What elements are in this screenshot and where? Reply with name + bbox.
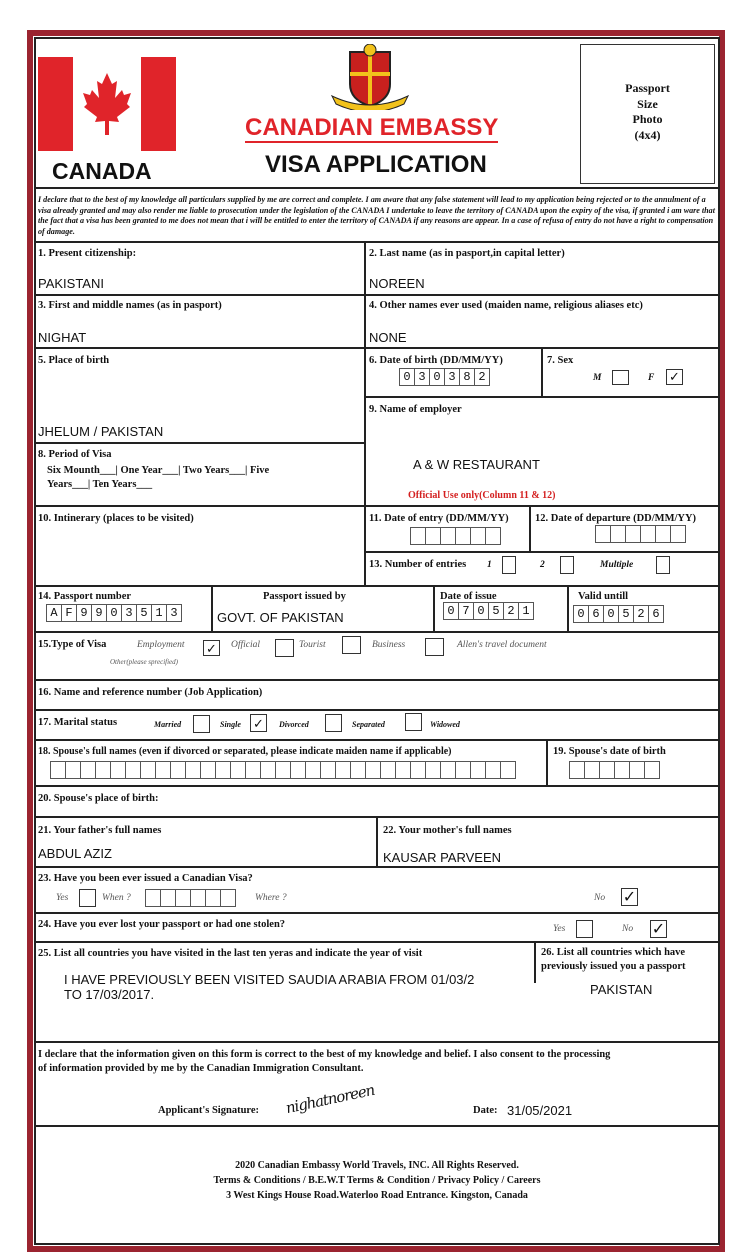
sex-f-checkbox[interactable]: ✓ [666,369,683,385]
entries-1-checkbox[interactable] [502,556,516,574]
last-name-label: 2. Last name (as in pasport,in capital letter) [369,248,565,259]
employer-field[interactable]: A & W RESTAURANT [413,457,540,472]
lost-passport-label: 24. Have you ever lost your passport or had one stolen? [38,919,286,930]
countries-visited-label: 25. List all countries you have visited in the last ten yeras and indicate the year of visit [38,948,423,959]
divorced-checkbox[interactable] [325,714,342,732]
canada-flag [38,57,176,151]
passport-countries-field[interactable]: PAKISTAN [590,982,653,997]
visa-no-checkbox[interactable]: ✓ [622,889,637,906]
other-names-field[interactable]: NONE [369,330,407,345]
visa-yes-checkbox[interactable] [79,889,96,907]
first-name-field[interactable]: NIGHAT [38,330,87,345]
address: 3 West Kings House Road.Waterloo Road Entrance. Kingston, Canada [226,1190,528,1201]
father-name-label: 21. Your father's full names [38,825,162,836]
job-reference-label: 16. Name and reference number (Job Application) [38,687,263,698]
other-names-label: 4. Other names ever used (maiden name, religious aliases etc) [369,300,643,311]
countries-visited-field[interactable]: I HAVE PREVIOUSLY BEEN VISITED SAUDIA ARABIA FROM 01/03/2 [64,972,475,987]
embassy-title: CANADIAN EMBASSY [245,114,499,141]
signature-label: Applicant's Signature: [158,1105,260,1116]
sex-m-checkbox[interactable] [612,370,629,385]
passport-photo-box[interactable]: Passport Size Photo (4x4) [580,44,715,184]
official-use-note: Official Use only(Column 11 & 12) [408,490,556,501]
single-checkbox[interactable]: ✓ [250,714,267,732]
entry-date-label: 11. Date of entry (DD/MM/YY) [369,513,509,524]
employer-label: 9. Name of employer [369,404,462,415]
business-checkbox[interactable] [425,638,444,656]
issue-date-label: Date of issue [440,591,497,602]
marital-status-label: 17. Marital status [38,717,118,728]
last-name-field[interactable]: NOREEN [369,276,425,291]
father-name-field[interactable]: ABDUL AZIZ [38,846,112,861]
official-checkbox[interactable] [275,639,294,657]
itinerary-label: 10. Intinerary (places to be visited) [38,513,194,524]
date-label: Date: [473,1105,498,1116]
lost-no-checkbox[interactable]: ✓ [651,921,666,938]
entries-label: 13. Number of entries [369,559,467,570]
other-visa-note: Other(please sprecified) [110,658,178,666]
spouse-names-field[interactable] [50,761,515,779]
dob-label: 6. Date of birth (DD/MM/YY) [369,355,503,366]
separated-checkbox[interactable] [405,713,422,731]
place-of-birth-field[interactable]: JHELUM / PAKISTAN [38,424,164,439]
issued-by-field[interactable]: GOVT. OF PAKISTAN [217,610,344,625]
dob-field[interactable]: 0 3 0 3 8 2 [399,368,489,386]
copyright: 2020 Canadian Embassy World Travels, INC. All Rights Reserved. [235,1160,519,1171]
tourist-checkbox[interactable] [342,636,361,654]
passport-number-field[interactable]: A F 9 9 0 3 5 1 3 [46,604,181,622]
canadian-visa-label: 23. Have you been ever issued a Canadian Visa? [38,873,253,884]
lost-yes-checkbox[interactable] [576,920,593,938]
citizenship-field[interactable]: PAKISTANI [38,276,104,291]
maple-leaf-icon [82,71,132,137]
date-field[interactable]: 31/05/2021 [507,1103,573,1118]
married-checkbox[interactable] [193,715,210,733]
valid-until-field[interactable]: 0 6 0 5 2 6 [573,605,663,623]
final-declaration: I declare that the information given on this form is correct to the best of my knowledge and belief. I also consent to the processing [38,1049,611,1060]
employment-checkbox[interactable]: ✓ [203,640,220,656]
period-options-2[interactable]: Years___| Ten Years___ [47,479,153,490]
departure-date-label: 12. Date of departure (DD/MM/YY) [535,513,697,524]
country-label: CANADA [52,158,152,184]
spouse-dob-label: 19. Spouse's date of birth [553,746,666,757]
period-options[interactable]: Six Mounth___| One Year___| Two Years___| Five [47,465,270,476]
entries-multiple-checkbox[interactable] [656,556,670,574]
visa-when-field[interactable] [145,889,235,907]
declaration-text: I declare that to the best of my knowledge all particulars supplied by me are correct and complete. I am aware that any false statement will lead to my application being rejected or to the annulment of a visa already granted and may also render me liable to prosecution under the legislation of the CANADA I undertake to leave the territory of CANADA upon the expiry of the visa, if granted i am ware that the fact that a visa has been granted to me does not mean that i will be entitled to enter the territory of CANADA if any reasons are appear. In a case of refusa of entry do not have a right to compensation of damage. [38,195,715,236]
period-label: 8. Period of Visa [38,449,112,460]
sex-label: 7. Sex [547,355,574,366]
spouse-birthplace-label: 20. Spouse's place of birth: [38,793,159,804]
issue-date-field[interactable]: 0 7 0 5 2 1 [443,602,533,620]
issued-by-label: Passport issued by [263,591,346,602]
visa-type-label: 15.Type of Visa [38,639,107,650]
passport-number-label: 14. Passport number [38,591,132,602]
form-title: VISA APPLICATION [265,151,487,178]
place-of-birth-label: 5. Place of birth [38,355,110,366]
entries-2-checkbox[interactable] [560,556,574,574]
applicant-signature[interactable]: nighatnoreen [284,1080,376,1118]
embassy-crest-icon [328,44,412,110]
passport-countries-label: 26. List all countries which have [541,947,686,958]
spouse-dob-field[interactable] [569,761,659,779]
footer-links[interactable]: Terms & Conditions / B.E.W.T Terms & Condition / Privacy Policy / Careers [213,1175,541,1186]
mother-name-field[interactable]: KAUSAR PARVEEN [383,850,502,865]
first-name-label: 3. First and middle names (as in pasport) [38,300,222,311]
entry-date-field[interactable] [410,527,500,545]
spouse-names-label: 18. Spouse's full names (even if divorced or separated, please indicate maiden name if applicable) [38,746,452,757]
citizenship-label: 1. Present citizenship: [38,248,137,259]
departure-date-field[interactable] [595,525,685,543]
mother-name-label: 22. Your mother's full names [383,825,512,836]
valid-until-label: Valid untill [578,591,629,602]
